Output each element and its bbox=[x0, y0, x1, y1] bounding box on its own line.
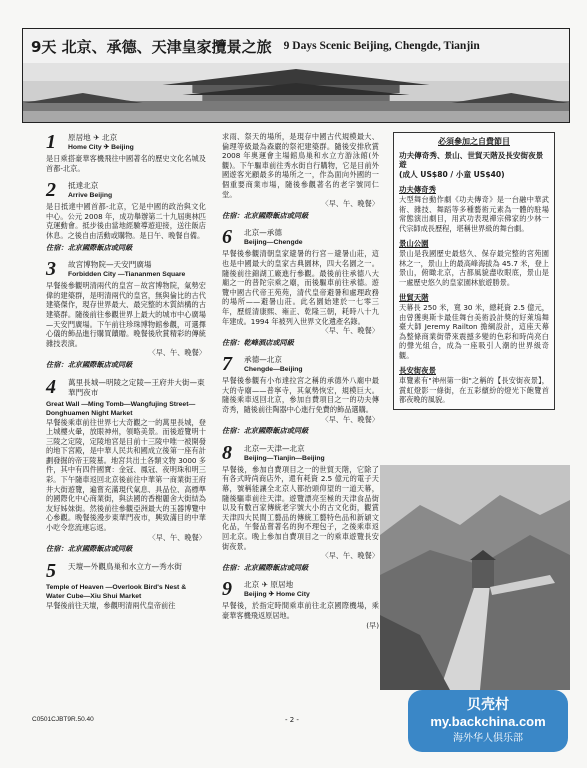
day-3 bbox=[46, 259, 206, 369]
day-4 bbox=[46, 377, 206, 554]
section-heading: 景山公園 bbox=[399, 239, 429, 249]
accommodation: 住宿：北京國際飯店或同級 bbox=[46, 359, 133, 369]
mandatory-optional-tours-box bbox=[393, 132, 555, 410]
backchina-watermark bbox=[408, 690, 568, 752]
accommodation: 住宿：北京國際飯店或同級 bbox=[46, 544, 133, 554]
box-subtitle: 功夫傳奇秀、景山、世貿天階及長安街夜景遊 bbox=[399, 150, 544, 170]
watermark-url: my.backchina.com bbox=[430, 714, 546, 729]
section-heading: 世貿天階 bbox=[399, 293, 429, 303]
route-title: 原居地 ✈ 北京 bbox=[68, 133, 118, 142]
meals-included: 〈早、午、晚餐〉 bbox=[148, 532, 206, 542]
section-heading: 功夫傳奇秀 bbox=[399, 185, 436, 195]
day-number: 6 bbox=[222, 226, 232, 249]
section-text: 天幕長 250 米，寬 30 米，總耗資 2.5 億元，由曾獲奧斯卡最佳舞台美術設計獎的好萊塢舞臺大師 Jeremy Railton 擔綱設計，這座天幕為整條商業街帶來震撼多變的色彩和時尚亮白的聲光組合，成為一座吸引人潮的世界級奇觀。 bbox=[399, 302, 549, 360]
day-description: 是日抵達中國首都-北京，它是中國的政治與文化中心。公元 2008 年，成功舉辦第二十九屆奧林匹克運動會。抵步後由當地經驗導遊迎接，送往飯店休息。之後自由活動或購物。是日午、晚餐自備。 bbox=[46, 202, 206, 240]
section-text: 大型舞台動作劇《功夫傳奇》是一台融中華武術、雜技、舞蹈等多種藝術元素為一體的駐場常態演出劇目，用武功表現禪宗佛家的少林一代宗師成長歷程，堪稱世界級的舞台劇。 bbox=[399, 194, 549, 233]
day-7 bbox=[222, 354, 379, 436]
day-number: 7 bbox=[222, 353, 232, 376]
day-description: 早餐後，參加自費項目之一的世貿天階，它除了有各式時尚商店外，還有耗資 2.5 億元的電子天幕，號稱能讓全北京人都抬頭仰望的一道天幕，隨後驅車前往天津。遊覽漂亮至極的天津食品街以及有數百家傳統老字號大小的古文化街，觀賞天津四大民間工藝品的傳統工藝特色品和新穎文化品，午餐品嘗著名的狗不理包子，之後乘車返回北京。晚上參加自費項目之一的乘車遊覽長安街夜景。 bbox=[222, 464, 379, 551]
day-description: 早餐後參觀清朝皇家避暑的行宮－避暑山莊，這也是中國最大的皇家古典園林，四大名園之一。隨後前往錦湖工廠進行參觀。最後前往承德八大廟之一的普陀宗乘之廟，而後驅車前往承德。遊覽中國古代帝王苑苑，清代皇帝避暑和處理政務的場所——避暑山莊。此名園始建於一七零三年，歷經清康熙、雍正、乾隆三朝，耗時八十九年建成。1994 年被列入世界文化遺產名錄。 bbox=[222, 249, 379, 326]
watermark-line-1: 贝壳村 bbox=[467, 697, 509, 713]
route-title-english: Forbidden City —Tiananmen Square bbox=[68, 271, 186, 279]
day-5-continued bbox=[222, 132, 379, 220]
day-2 bbox=[46, 180, 206, 252]
day-number: 8 bbox=[222, 441, 232, 464]
route-title-english: Chengde—Beijing bbox=[244, 366, 303, 374]
meals-included: 〈早、午、晚餐〉 bbox=[321, 551, 379, 561]
day-description: 早餐後乘車前往世界七大奇觀之一的萬里長城，登上城樓火暈，放眼神州，領略美景。而後遊覽明十三陵之定陵，定陵地宮是目前十三陵中唯一被開發的地下宮殿，是中華人民共和國成立後第一座有計劃發掘的帝王陵墓。地宮共出土各類文物 3000 多件，其中有四件國寶：金冠、鳳冠、夜明珠和明三彩。下午隨車返回北京後前往中華第一商業街王府井大街遊覽，遍嘗充滿現代氣息、具品位、高標準的國際化中心商業街，與法國的香榭麗舍大街結為友好姊妹街。然後前往參觀亞洲最大的玉器博覽中心參觀。晚餐後漫步東華門夜市，興致滿目的中華小吃令您流連忘返。 bbox=[46, 417, 206, 533]
watermark-line-3: 海外华人俱乐部 bbox=[453, 733, 523, 744]
box-title: 必須參加之自費節目 bbox=[438, 137, 510, 146]
route-title-english: Beijing—Tianjin—Beijing bbox=[244, 454, 325, 462]
day-description: 是日乘搭豪華客機飛往中國著名的歷史文化名城及首都-北京。 bbox=[46, 154, 206, 173]
optional-tours-column bbox=[393, 132, 555, 410]
accommodation: 住宿：北京國際飯店或同級 bbox=[222, 426, 309, 436]
day-number: 3 bbox=[46, 258, 56, 281]
accommodation: 住宿：北京國際飯店或同級 bbox=[46, 242, 133, 252]
itinerary-column-2 bbox=[222, 132, 379, 637]
route-title-english: Temple of Heaven —Overlook Bird's Nest & Water Cube—Xiu Shui Market bbox=[46, 583, 187, 600]
day-1 bbox=[46, 132, 206, 173]
day-description: 早餐後，於指定時間乘車前往北京國際機場，乘豪華客機飛返原居地。 bbox=[222, 601, 379, 620]
great-wall-photo bbox=[380, 465, 570, 690]
day-5 bbox=[46, 561, 206, 611]
meals-included: 〈早、午、晚餐〉 bbox=[321, 326, 379, 336]
day-description: 求雨、祭天的場所，是現存中國古代規模最大、倫理等級最為森嚴的祭祀建築群。隨後安排欣賞 2008 年奧運會主場館鳥巢和水立方游泳館(外觀)。下午驅車前往秀水街自行購物，它是目前外國遊客光顧最多的場所之一，作為面向外國的一個重要商業市場，隨後參觀著名的老字號同仁堂。 bbox=[222, 132, 379, 199]
day-description: 早餐後前往天壇，參觀明清兩代皇帝前往 bbox=[46, 600, 176, 610]
route-title-english: Arrive Beijing bbox=[68, 192, 113, 200]
box-price: (成人 US$80 / 小童 US$40) bbox=[399, 169, 505, 179]
accommodation: 住宿：北京國際飯店或同級 bbox=[222, 210, 309, 220]
day-number: 9 bbox=[222, 578, 232, 601]
day-description: 早餐後參觀明清兩代的皇宮－故宮博物院，氣勢宏偉的建築群，是明清兩代的皇宮，無與倫比的古代建築傑作，現存世界最大、最完整的木質結構的古建築群。隨後前往參觀世界上最大的城市中心廣場—天安門廣場。下午前往珍珠博物館參觀，可選擇心儀的飾品進行購買饋贈。晚餐後欣賞精彩的傳統雜技表演。 bbox=[46, 281, 206, 348]
header-banner bbox=[22, 28, 570, 123]
page-title-chinese: 9天 北京、承德、天津皇家攬景之旅 bbox=[31, 37, 272, 56]
route-title-english: Beijing—Chengde bbox=[244, 239, 303, 247]
meals-included: 〈早、午、晚餐〉 bbox=[148, 348, 206, 358]
route-title: 北京 ✈ 原居地 bbox=[244, 580, 294, 590]
route-title: 天壇—外觀鳥巢和水立方—秀水街 bbox=[68, 561, 182, 571]
day-8 bbox=[222, 443, 379, 573]
section-heading: 長安街夜景 bbox=[399, 366, 436, 376]
day-9 bbox=[222, 579, 379, 630]
itinerary-column-1 bbox=[46, 132, 206, 617]
forbidden-city-photo bbox=[23, 63, 569, 123]
route-title: 承德—北京 bbox=[244, 355, 282, 365]
section-text: 車覽素有"神州第一街"之稱的【長安街夜景】，賞虹燈影一條街，在五彩繽紛的燈光下飽覽首都夜晚的風貌。 bbox=[399, 376, 549, 405]
route-title: 故宮博物院—天安門廣場 bbox=[68, 260, 152, 270]
route-title: 萬里長城—明陵之定陵—王府井大街—東華門夜市 bbox=[68, 377, 205, 397]
day-number: 5 bbox=[46, 559, 56, 582]
header-title-bar bbox=[23, 29, 569, 63]
route-title-english: Beijing ✈ Home City bbox=[244, 591, 310, 599]
day-description: 早餐後參觀有小布達拉宮之稱的承德外八廟中最大的寺廟——普寧寺，其氣勢恢宏，規模巨大。隨後乘車返回北京，參加自費項目之一的功夫傳奇秀，隨後前往陶器中心進行免費的飾品選購。 bbox=[222, 376, 379, 415]
route-title: 抵達北京 bbox=[68, 181, 99, 191]
accommodation: 住宿：乾峰酒店或同級 bbox=[222, 337, 294, 347]
page-number: - 2 - bbox=[285, 716, 299, 724]
meals-included: 〈早、午、晚餐〉 bbox=[321, 199, 379, 209]
route-title: 北京—承德 bbox=[244, 228, 282, 238]
accommodation: 住宿：北京國際飯店或同級 bbox=[222, 562, 309, 572]
page-title-english: 9 Days Scenic Beijing, Chengde, Tianjin bbox=[283, 40, 480, 52]
day-number: 4 bbox=[46, 375, 56, 398]
day-number: 2 bbox=[46, 179, 56, 202]
section-text: 景山是我國歷史最悠久、保存最完整的宮苑園林之一，景山上的最高峰海拔為 45.7 米，登上景山，俯瞰北京，古都風貌盡收眼底，景山是一處歷史悠久的皇家園林旅遊勝景。 bbox=[399, 248, 549, 287]
day-6 bbox=[222, 227, 379, 347]
meals-included: 〈早、午、晚餐〉 bbox=[321, 414, 379, 424]
meals-included: (早) bbox=[366, 620, 379, 630]
route-title-english: Great Wall —Ming Tomb—Wangfujing Street—Donghuamen Night Market bbox=[46, 400, 196, 417]
route-title-english: Home City ✈ Beijing bbox=[68, 144, 134, 151]
document-code: C0501CJBT9R.50.40 bbox=[32, 716, 94, 723]
day-number: 1 bbox=[46, 131, 56, 153]
route-title: 北京—天津—北京 bbox=[244, 443, 305, 453]
